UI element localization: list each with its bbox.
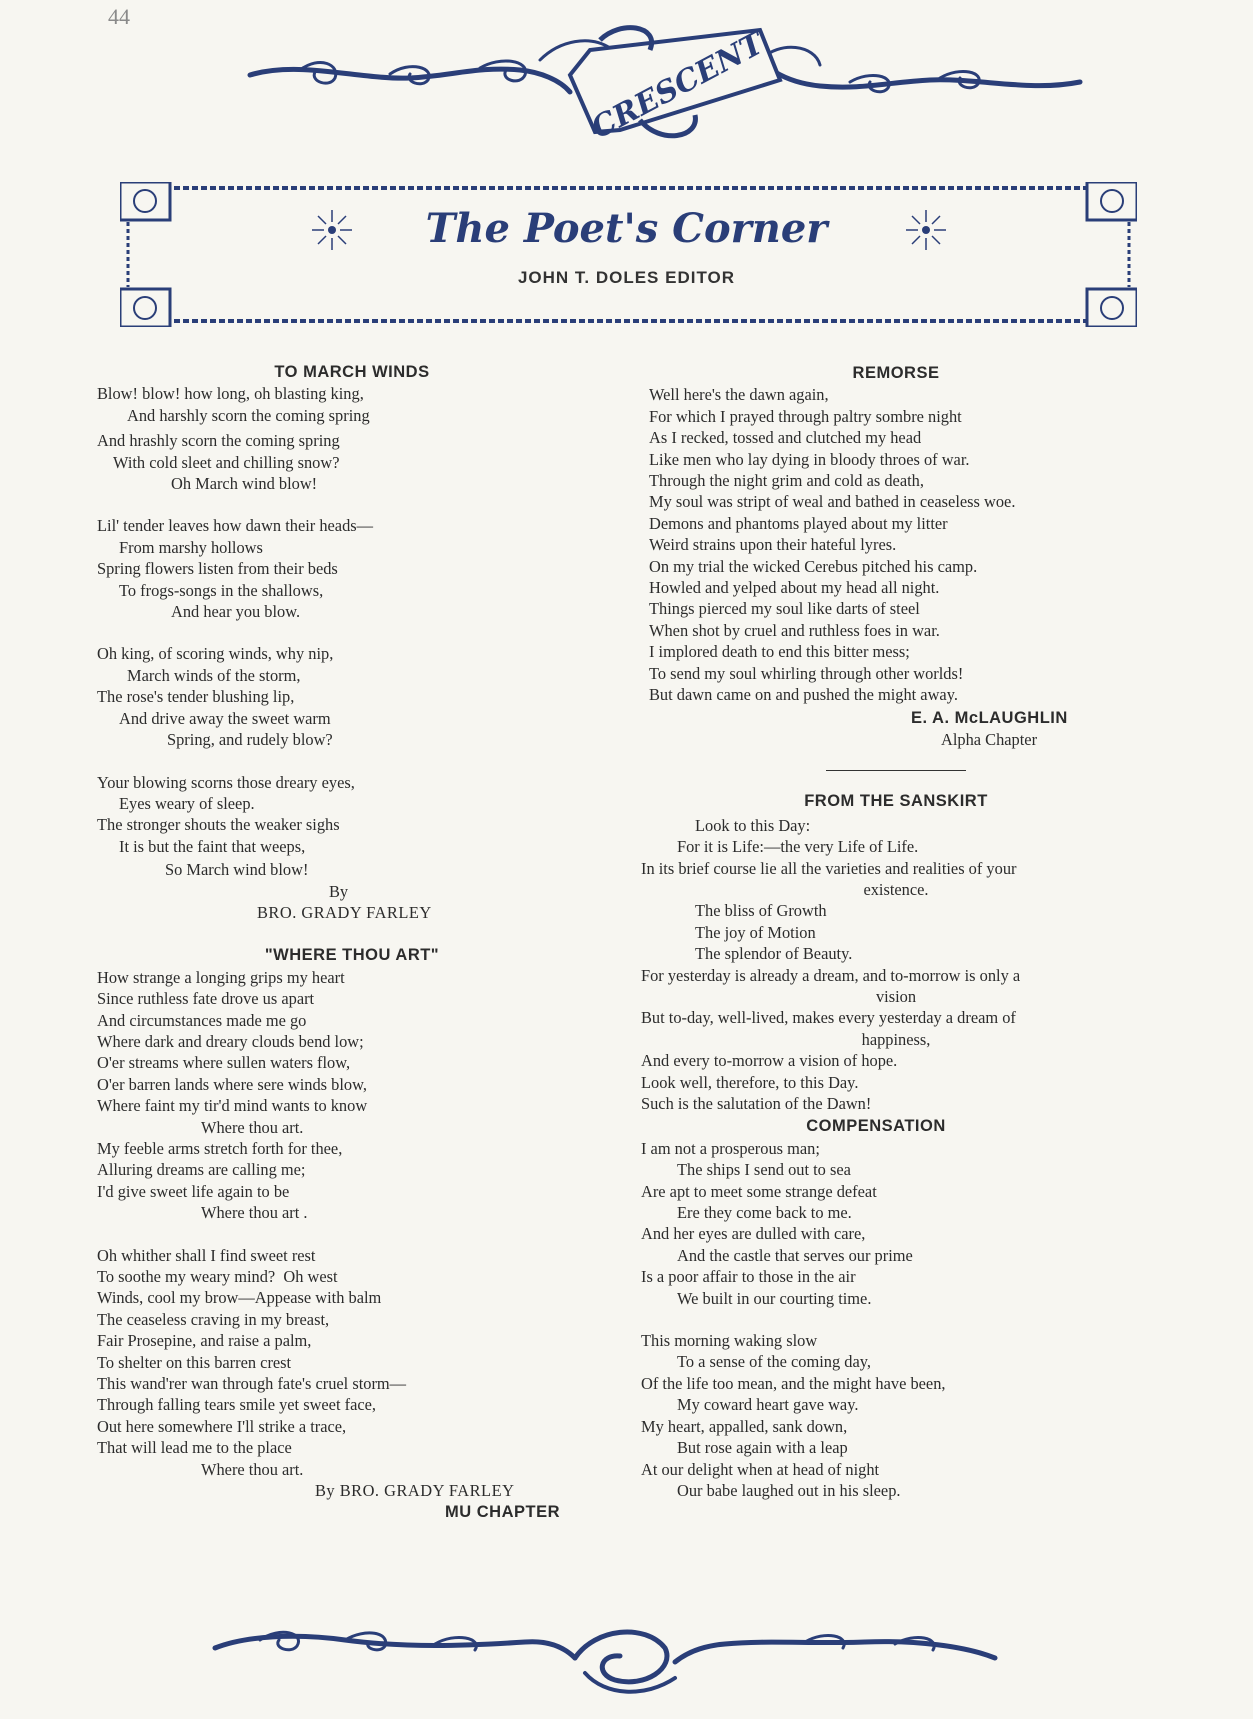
poem-line: Look to this Day:	[695, 815, 811, 835]
stanza-gap	[97, 622, 607, 643]
poem-line: But rose again with a leap	[677, 1438, 848, 1458]
poem-body	[641, 384, 1151, 705]
poem-line: For it is Life:—the very Life of Life.	[677, 837, 919, 857]
poem-author: E. A. McLAUGHLIN	[911, 708, 1068, 727]
poets-corner-banner-frame	[120, 182, 1137, 327]
poem-line: Such is the salutation of the Dawn!	[641, 1094, 872, 1113]
poem-line: Where thou art.	[201, 1117, 304, 1137]
poem-line: Like men who lay dying in bloody throes of war.	[649, 449, 970, 469]
poem-line: Weird strains upon their hateful lyres.	[649, 535, 897, 555]
poem-line: I am not a prosperous man;	[641, 1138, 820, 1158]
poem-line: The ceaseless craving in my breast,	[97, 1309, 330, 1329]
poem-line: Spring flowers listen from their beds	[97, 559, 338, 579]
poem-line: Alluring dreams are calling me;	[97, 1160, 306, 1180]
stanza-gap	[641, 1309, 1151, 1330]
poem-line: And drive away the sweet warm	[119, 708, 331, 728]
poem-line: Where faint my tir'd mind wants to know	[97, 1096, 368, 1116]
poem-title: COMPENSATION	[806, 1117, 946, 1136]
section-title: The Poet's Corner	[425, 205, 828, 252]
poem-line: Fair Prosepine, and raise a palm,	[97, 1331, 312, 1351]
poem-line: To shelter on this barren crest	[97, 1352, 292, 1372]
poem-line: And her eyes are dulled with care,	[641, 1224, 866, 1244]
poem-body	[97, 967, 607, 1480]
poem-line: My heart, appalled, sank down,	[641, 1416, 848, 1436]
poem-line: The joy of Motion	[695, 922, 816, 942]
poem-chapter: Alpha Chapter	[941, 729, 1038, 749]
poem-line: Where thou art.	[201, 1459, 304, 1479]
poem-line: Are apt to meet some strange defeat	[641, 1181, 877, 1201]
poem-line: And hear you blow.	[171, 602, 301, 622]
poem-line: March winds of the storm,	[127, 665, 301, 685]
poem-line: To soothe my weary mind? Oh west	[97, 1267, 338, 1287]
poem-line: Oh whither shall I find sweet rest	[97, 1245, 316, 1265]
left-column	[97, 362, 607, 1523]
poem-line: We built in our courting time.	[677, 1288, 872, 1308]
poem-line: The stronger shouts the weaker sighs	[97, 815, 340, 835]
crescent-logo-text: CRESCENT	[585, 26, 770, 147]
poem-line: vision	[875, 986, 917, 1006]
poem-byline-by: By	[329, 881, 349, 901]
poem-line: Blow! blow! how long, oh blasting king,	[97, 384, 364, 404]
page-number: 44	[108, 4, 130, 29]
poem-line: Lil' tender leaves how dawn their heads—	[97, 516, 374, 536]
poem-line: This wand'rer wan through fate's cruel storm—	[97, 1374, 407, 1394]
poem-line: Your blowing scorns those dreary eyes,	[97, 772, 355, 792]
poem-line: existence.	[863, 879, 929, 899]
poem-line: It is but the faint that weeps,	[119, 836, 306, 856]
poem-line: Look well, therefore, to this Day.	[641, 1072, 859, 1092]
poem-title: REMORSE	[852, 364, 940, 382]
poem-author: BRO. GRADY FARLEY	[257, 902, 432, 922]
poem-author: By BRO. GRADY FARLEY	[315, 1481, 515, 1501]
poem-line: Oh March wind blow!	[171, 474, 318, 494]
poem-line: From marshy hollows	[119, 537, 263, 557]
poem-line: As I recked, tossed and clutched my head	[649, 428, 922, 448]
poem-line: With cold sleet and chilling snow?	[113, 452, 340, 472]
bottom-scroll-ornament	[205, 1618, 1005, 1700]
poem-line: I implored death to end this bitter mess;	[649, 642, 910, 662]
poem-line: Demons and phantoms played about my litter	[649, 513, 948, 533]
poem-line: Well here's the dawn again,	[649, 385, 829, 405]
poem-line: To send my soul whirling through other worlds!	[649, 663, 964, 683]
poem-title: "WHERE THOU ART"	[264, 946, 440, 965]
stanza-gap	[97, 751, 607, 772]
poem-line: Howled and yelped about my head all night.	[649, 578, 940, 598]
poem-line: When shot by cruel and ruthless foes in war.	[649, 620, 940, 640]
poem-line: Of the life too mean, and the might have been,	[641, 1373, 946, 1393]
poem-line: And circumstances made me go	[97, 1010, 307, 1030]
poem-line: The ships I send out to sea	[677, 1160, 851, 1180]
poem-line: Eyes weary of sleep.	[119, 793, 255, 813]
poem-line: O'er streams where sullen waters flow,	[97, 1053, 351, 1073]
poem-line: So March wind blow!	[165, 860, 309, 880]
poem-line: My soul was stript of weal and bathed in ceaseless woe.	[649, 492, 1016, 512]
poem-line: Is a poor affair to those in the air	[641, 1267, 856, 1287]
right-column	[641, 363, 1151, 1501]
poem-line: Things pierced my soul like darts of steel	[649, 599, 920, 619]
poem-title: TO MARCH WINDS	[274, 363, 430, 381]
poem-line: Our babe laughed out in his sleep.	[677, 1480, 901, 1500]
stanza-gap	[97, 494, 607, 515]
poem-line: The splendor of Beauty.	[695, 944, 853, 964]
poem-line: For yesterday is already a dream, and to-morrow is only a	[641, 965, 1021, 985]
poem-line: O'er barren lands where sere winds blow,	[97, 1074, 367, 1094]
poem-body	[641, 815, 1151, 1115]
poem-line: And the castle that serves our prime	[677, 1245, 913, 1265]
poem-line: At our delight when at head of night	[641, 1459, 880, 1479]
poem-line: But to-day, well-lived, makes every yesterday a dream of	[641, 1008, 1016, 1028]
poem-line: And hrashly scorn the coming spring	[97, 431, 340, 451]
poem-line: The bliss of Growth	[695, 901, 827, 921]
poem-line: My coward heart gave way.	[677, 1395, 859, 1415]
poem-line: Through falling tears smile yet sweet face,	[97, 1395, 376, 1415]
poem-title: FROM THE SANSKIRT	[804, 792, 988, 811]
poem-line: Spring, and rudely blow?	[167, 730, 333, 750]
poem-line: In its brief course lie all the varieties and realities of your	[641, 858, 1017, 878]
poem-line: Through the night grim and cold as death,	[649, 471, 924, 491]
poem-line: But dawn came on and pushed the might away.	[649, 685, 958, 705]
poem-line: To a sense of the coming day,	[677, 1352, 871, 1372]
poem-line: Out here somewhere I'll strike a trace,	[97, 1416, 347, 1436]
poem-line: The rose's tender blushing lip,	[97, 687, 295, 707]
poem-line: Where dark and dreary clouds bend low;	[97, 1031, 364, 1051]
poem-line: And harshly scorn the coming spring	[127, 405, 370, 425]
poem-line: Winds, cool my brow—Appease with balm	[97, 1288, 382, 1308]
poem-line: Ere they come back to me.	[677, 1203, 852, 1223]
stanza-gap	[97, 1224, 607, 1245]
poem-line: For which I prayed through paltry sombre night	[649, 406, 962, 426]
poem-line: To frogs-songs in the shallows,	[119, 580, 324, 600]
poem-line: My feeble arms stretch forth for thee,	[97, 1139, 343, 1158]
crescent-masthead-ornament	[240, 20, 1090, 150]
poem-body	[97, 383, 607, 880]
poem-body	[641, 1138, 1151, 1502]
poem-line: Since ruthless fate drove us apart	[97, 989, 315, 1009]
poem-line: This morning waking slow	[641, 1331, 818, 1351]
poem-line: Where thou art .	[201, 1203, 308, 1223]
poem-line: On my trial the wicked Cerebus pitched his camp.	[649, 556, 978, 576]
poem-line: How strange a longing grips my heart	[97, 967, 345, 987]
editor-credit: JOHN T. DOLES EDITOR	[517, 268, 736, 287]
poem-line: Oh king, of scoring winds, why nip,	[97, 644, 334, 664]
poem-line: happiness,	[861, 1029, 931, 1049]
poem-line: And every to-morrow a vision of hope.	[641, 1051, 898, 1071]
poem-line: I'd give sweet life again to be	[97, 1181, 290, 1201]
poem-chapter: MU CHAPTER	[445, 1502, 560, 1521]
poem-line: That will lead me to the place	[97, 1438, 292, 1458]
